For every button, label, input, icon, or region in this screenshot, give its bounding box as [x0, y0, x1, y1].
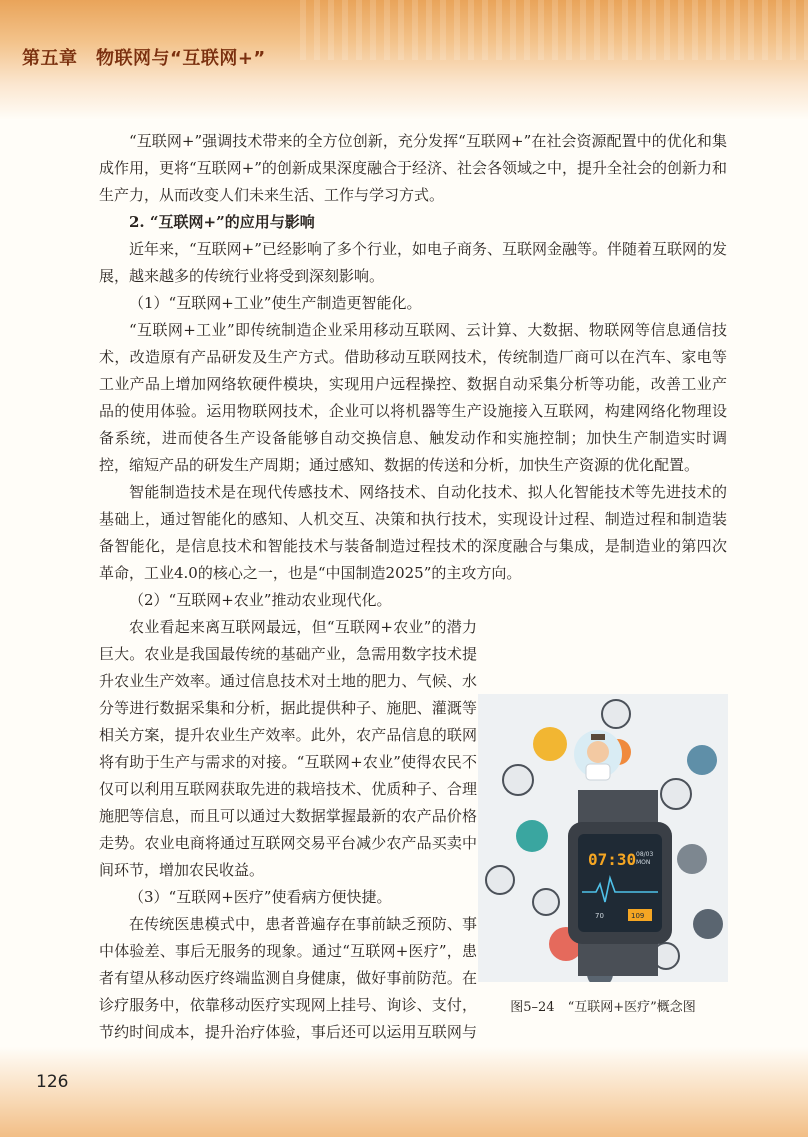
chapter-title: 第五章 物联网与“互联网+”: [22, 48, 266, 69]
paragraph: “互联网+工业”即传统制造企业采用移动互联网、云计算、大数据、物联网等信息通信技术，改造原有产品研发及生产方式。借助移动互联网技术，传统制造厂商可以在汽车、家电等工业产品上增加网络软硬件模块，实现用户远程操控、数据自动采集分析等功能，改善工业产品的使用体验。运用物联网技术，企业可以将机器等生产设施接入互联网，构建网络化物理设备系统，进而使各生产设备能够自动交换信息、触发动作和实施控制；加快生产制造实时调控，缩短产品的研发生产周期；通过感知、数据的传送和分析，加快生产资源的优化配置。: [99, 321, 727, 474]
watch-time: 07:30: [588, 850, 637, 869]
paragraph: 近年来，“互联网+”已经影响了多个行业，如电子商务、互联网金融等。伴随着互联网的发展，越来越多的传统行业将受到深刻影响。: [99, 240, 727, 285]
watch-date: 08/03: [636, 851, 654, 858]
figure-illustration: [478, 694, 728, 982]
sub-heading-medical: （3）“互联网+医疗”使看病方便快捷。: [129, 888, 392, 906]
smartwatch-icon: [568, 790, 672, 976]
paragraph: 农业看起来离互联网最远，但“互联网+农业”的潜力巨大。农业是我国最传统的基础产业，急需用数字技术提升农业生产效率。通过信息技术对土地的肥力、气候、水分等进行数据采集和分析，据此提供种子、施肥、灌溉等相关方案，提升农业生产效率。此外，农产品信息的联网将有助于生产与需求的对接。“互联网+农业”使得农民不仅可以利用互联网获取先进的栽培技术、优质种子、合理施肥等信息，而且可以通过大数据掌握最新的农产品价格走势。农业电商将通过互联网交易平台减少农产品买卖中间环节，增加农民收益。: [99, 618, 477, 879]
sub-heading-agriculture: （2）“互联网+农业”推动农业现代化。: [129, 591, 392, 609]
page-header: [0, 0, 808, 120]
paragraph: “互联网+”强调技术带来的全方位创新，充分发挥“互联网+”在社会资源配置中的优化和集成作用，更将“互联网+”的创新成果深度融合于经济、社会各领域之中，提升全社会的创新力和生产力，从而改变人们未来生活、工作与学习方式。: [99, 132, 727, 204]
header-decoration: [300, 0, 808, 60]
watch-day: MON: [636, 859, 651, 866]
page-footer: [0, 1047, 808, 1137]
page-number: 126: [36, 1072, 69, 1092]
medical-concept-figure: [478, 694, 728, 982]
watch-reading-a: 70: [595, 912, 604, 920]
paragraph: 智能制造技术是在现代传感技术、网络技术、自动化技术、拟人化智能技术等先进技术的基础上，通过智能化的感知、人机交互、决策和执行技术，实现设计过程、制造过程和制造装备智能化，是信息技术和智能技术与装备制造过程技术的深度融合与集成，是制造业的第四次革命，工业4.0的核心之一，也是“中国制造2025”的主攻方向。: [99, 483, 727, 582]
watch-reading-b: 109: [631, 912, 645, 920]
section-heading: 2. “互联网+”的应用与影响: [129, 213, 315, 231]
sub-heading-industry: （1）“互联网+工业”使生产制造更智能化。: [129, 294, 422, 312]
figure-caption: 图5–24 “互联网+医疗”概念图: [510, 1000, 696, 1015]
paragraph: 在传统医患模式中，患者普遍存在事前缺乏预防、事中体验差、事后无服务的现象。通过“互联网+医疗”，患者有望从移动医疗终端监测自身健康，做好事前防范。在诊疗服务中，依靠移动医疗实现网上挂号、询诊、支付，节约时间成本，提升治疗体验，事后还可以运用互联网与: [99, 915, 477, 1041]
